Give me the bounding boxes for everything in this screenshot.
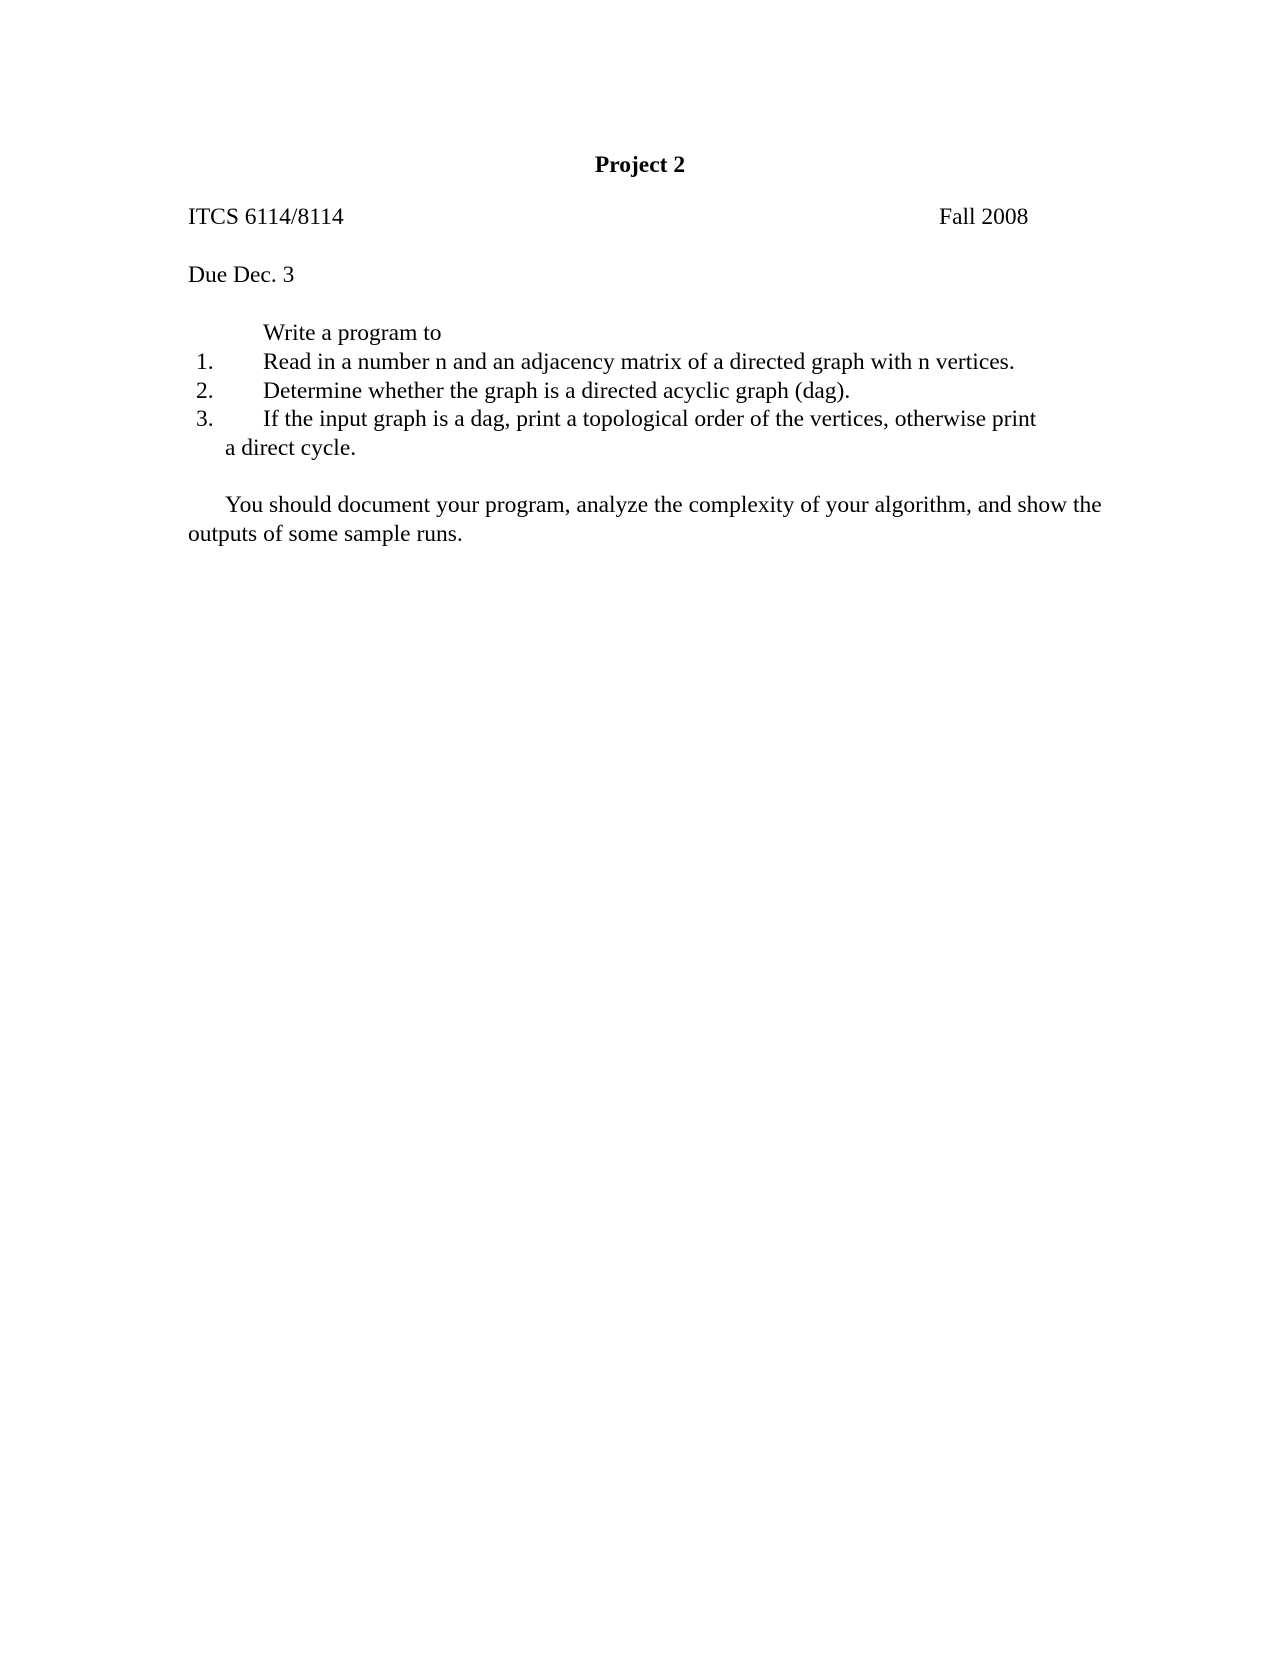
due-date: Due Dec. 3	[188, 262, 295, 288]
list-item-number: 2.	[196, 378, 214, 404]
page-title: Project 2	[594, 152, 686, 178]
list-item-continuation: a direct cycle.	[225, 435, 357, 461]
list-item-number: 3.	[196, 406, 214, 432]
term-label: Fall 2008	[939, 204, 1029, 230]
list-item-text: If the input graph is a dag, print a topological order of the vertices, otherwise print	[263, 406, 1037, 432]
list-item-number: 1.	[196, 349, 214, 375]
list-item-text: Determine whether the graph is a directed acyclic graph (dag).	[263, 378, 851, 404]
list-item-text: Read in a number n and an adjacency matrix of a directed graph with n vertices.	[263, 349, 1015, 375]
instructions-paragraph: You should document your program, analyze the complexity of your algorithm, and show the outputs of some sample runs.	[188, 492, 1102, 547]
course-code: ITCS 6114/8114	[188, 204, 344, 230]
intro-line: Write a program to	[263, 320, 442, 346]
